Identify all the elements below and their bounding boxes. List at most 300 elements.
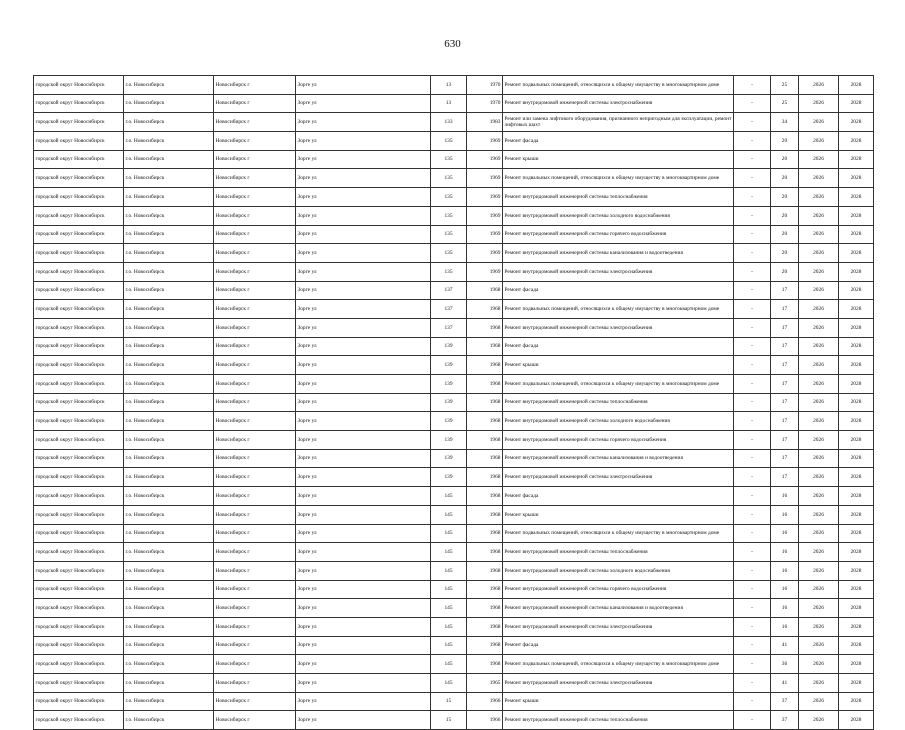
cell-count: 37 bbox=[771, 711, 799, 730]
cell-work-type: Ремонт фасада bbox=[503, 132, 734, 151]
cell-period-start: 2026 bbox=[799, 375, 839, 394]
cell-municipality: городской округ Новосибирск bbox=[34, 468, 124, 487]
table-row bbox=[34, 524, 874, 543]
cell-period-end: 2028 bbox=[839, 543, 874, 562]
cell-period-start: 2026 bbox=[799, 113, 839, 132]
cell-period-start: 2026 bbox=[799, 543, 839, 562]
table-row bbox=[34, 711, 874, 730]
cell-count: 20 bbox=[771, 132, 799, 151]
cell-house-number: 139 bbox=[431, 449, 467, 468]
cell-empty-marker: - bbox=[734, 412, 771, 431]
cell-locality: Новосибирск г bbox=[214, 636, 296, 655]
cell-count: 25 bbox=[771, 76, 799, 95]
cell-settlement-type: г.о. Новосибирск bbox=[124, 580, 214, 599]
cell-count: 16 bbox=[771, 543, 799, 562]
cell-street: Зорге ул bbox=[296, 300, 431, 319]
cell-locality: Новосибирск г bbox=[214, 262, 296, 281]
cell-period-end: 2028 bbox=[839, 318, 874, 337]
cell-settlement-type: г.о. Новосибирск bbox=[124, 431, 214, 450]
cell-year-built: 1968 bbox=[467, 543, 503, 562]
table-row bbox=[34, 337, 874, 356]
cell-count: 16 bbox=[771, 580, 799, 599]
cell-work-type: Ремонт внутридомовой инженерной системы электроснабжения bbox=[503, 674, 734, 693]
cell-period-start: 2026 bbox=[799, 617, 839, 636]
cell-municipality: городской округ Новосибирск bbox=[34, 188, 124, 207]
cell-year-built: 1966 bbox=[467, 711, 503, 730]
table-body bbox=[34, 76, 874, 730]
cell-work-type: Ремонт внутридомовой инженерной системы теплоснабжения bbox=[503, 543, 734, 562]
cell-period-start: 2026 bbox=[799, 505, 839, 524]
cell-year-built: 1969 bbox=[467, 132, 503, 151]
cell-period-start: 2026 bbox=[799, 599, 839, 618]
cell-period-start: 2026 bbox=[799, 524, 839, 543]
cell-empty-marker: - bbox=[734, 505, 771, 524]
cell-work-type: Ремонт фасада bbox=[503, 337, 734, 356]
cell-period-start: 2026 bbox=[799, 393, 839, 412]
cell-period-start: 2026 bbox=[799, 132, 839, 151]
cell-work-type: Ремонт фасада bbox=[503, 281, 734, 300]
cell-locality: Новосибирск г bbox=[214, 206, 296, 225]
cell-house-number: 135 bbox=[431, 244, 467, 263]
cell-settlement-type: г.о. Новосибирск bbox=[124, 244, 214, 263]
cell-empty-marker: - bbox=[734, 617, 771, 636]
cell-period-end: 2028 bbox=[839, 281, 874, 300]
cell-settlement-type: г.о. Новосибирск bbox=[124, 206, 214, 225]
cell-count: 37 bbox=[771, 692, 799, 711]
cell-municipality: городской округ Новосибирск bbox=[34, 692, 124, 711]
cell-house-number: 135 bbox=[431, 132, 467, 151]
cell-street: Зорге ул bbox=[296, 281, 431, 300]
cell-street: Зорге ул bbox=[296, 636, 431, 655]
cell-count: 34 bbox=[771, 113, 799, 132]
cell-period-end: 2028 bbox=[839, 225, 874, 244]
cell-street: Зорге ул bbox=[296, 113, 431, 132]
cell-count: 17 bbox=[771, 449, 799, 468]
cell-locality: Новосибирск г bbox=[214, 580, 296, 599]
cell-work-type: Ремонт подвальных помещений, относящихся к общему имуществу в многоквартирном доме bbox=[503, 655, 734, 674]
cell-house-number: 139 bbox=[431, 337, 467, 356]
cell-house-number: 145 bbox=[431, 524, 467, 543]
cell-locality: Новосибирск г bbox=[214, 300, 296, 319]
cell-street: Зорге ул bbox=[296, 150, 431, 169]
cell-house-number: 145 bbox=[431, 561, 467, 580]
cell-settlement-type: г.о. Новосибирск bbox=[124, 150, 214, 169]
table-row bbox=[34, 468, 874, 487]
cell-municipality: городской округ Новосибирск bbox=[34, 711, 124, 730]
cell-house-number: 15 bbox=[431, 711, 467, 730]
cell-period-end: 2028 bbox=[839, 617, 874, 636]
cell-locality: Новосибирск г bbox=[214, 505, 296, 524]
table-row bbox=[34, 543, 874, 562]
cell-house-number: 137 bbox=[431, 300, 467, 319]
cell-locality: Новосибирск г bbox=[214, 188, 296, 207]
cell-period-end: 2028 bbox=[839, 655, 874, 674]
cell-year-built: 1968 bbox=[467, 431, 503, 450]
table-row bbox=[34, 132, 874, 151]
cell-municipality: городской округ Новосибирск bbox=[34, 412, 124, 431]
cell-house-number: 145 bbox=[431, 599, 467, 618]
cell-empty-marker: - bbox=[734, 281, 771, 300]
cell-period-end: 2028 bbox=[839, 468, 874, 487]
cell-period-end: 2028 bbox=[839, 412, 874, 431]
table-row bbox=[34, 356, 874, 375]
cell-year-built: 1969 bbox=[467, 225, 503, 244]
cell-municipality: городской округ Новосибирск bbox=[34, 524, 124, 543]
cell-period-end: 2028 bbox=[839, 94, 874, 113]
cell-locality: Новосибирск г bbox=[214, 674, 296, 693]
cell-street: Зорге ул bbox=[296, 94, 431, 113]
cell-house-number: 139 bbox=[431, 412, 467, 431]
cell-work-type: Ремонт внутридомовой инженерной системы горячего водоснабжения bbox=[503, 431, 734, 450]
cell-street: Зорге ул bbox=[296, 561, 431, 580]
cell-locality: Новосибирск г bbox=[214, 356, 296, 375]
table-row bbox=[34, 505, 874, 524]
cell-locality: Новосибирск г bbox=[214, 599, 296, 618]
table-row bbox=[34, 206, 874, 225]
cell-settlement-type: г.о. Новосибирск bbox=[124, 132, 214, 151]
cell-locality: Новосибирск г bbox=[214, 711, 296, 730]
table-row bbox=[34, 244, 874, 263]
cell-settlement-type: г.о. Новосибирск bbox=[124, 524, 214, 543]
cell-period-start: 2026 bbox=[799, 636, 839, 655]
cell-count: 16 bbox=[771, 524, 799, 543]
cell-count: 20 bbox=[771, 188, 799, 207]
cell-street: Зорге ул bbox=[296, 76, 431, 95]
cell-empty-marker: - bbox=[734, 580, 771, 599]
cell-municipality: городской округ Новосибирск bbox=[34, 674, 124, 693]
table-row bbox=[34, 599, 874, 618]
cell-period-start: 2026 bbox=[799, 561, 839, 580]
cell-work-type: Ремонт внутридомовой инженерной системы теплоснабжения bbox=[503, 393, 734, 412]
table-row bbox=[34, 487, 874, 506]
cell-work-type: Ремонт внутридомовой инженерной системы горячего водоснабжения bbox=[503, 225, 734, 244]
cell-year-built: 1969 bbox=[467, 150, 503, 169]
cell-settlement-type: г.о. Новосибирск bbox=[124, 375, 214, 394]
cell-period-end: 2028 bbox=[839, 76, 874, 95]
cell-municipality: городской округ Новосибирск bbox=[34, 169, 124, 188]
cell-locality: Новосибирск г bbox=[214, 244, 296, 263]
cell-house-number: 145 bbox=[431, 505, 467, 524]
cell-count: 36 bbox=[771, 655, 799, 674]
table-row bbox=[34, 561, 874, 580]
cell-count: 17 bbox=[771, 337, 799, 356]
cell-settlement-type: г.о. Новосибирск bbox=[124, 113, 214, 132]
cell-settlement-type: г.о. Новосибирск bbox=[124, 468, 214, 487]
cell-house-number: 13 bbox=[431, 94, 467, 113]
cell-year-built: 1968 bbox=[467, 337, 503, 356]
cell-municipality: городской округ Новосибирск bbox=[34, 375, 124, 394]
cell-house-number: 139 bbox=[431, 431, 467, 450]
cell-period-start: 2026 bbox=[799, 281, 839, 300]
table-row bbox=[34, 449, 874, 468]
table-row bbox=[34, 393, 874, 412]
cell-period-start: 2026 bbox=[799, 150, 839, 169]
cell-period-end: 2028 bbox=[839, 188, 874, 207]
table-row bbox=[34, 674, 874, 693]
cell-period-end: 2028 bbox=[839, 337, 874, 356]
cell-municipality: городской округ Новосибирск bbox=[34, 76, 124, 95]
cell-house-number: 13 bbox=[431, 76, 467, 95]
cell-municipality: городской округ Новосибирск bbox=[34, 262, 124, 281]
cell-year-built: 1968 bbox=[467, 300, 503, 319]
cell-period-start: 2026 bbox=[799, 244, 839, 263]
cell-settlement-type: г.о. Новосибирск bbox=[124, 337, 214, 356]
cell-municipality: городской округ Новосибирск bbox=[34, 543, 124, 562]
cell-house-number: 145 bbox=[431, 617, 467, 636]
cell-empty-marker: - bbox=[734, 188, 771, 207]
cell-year-built: 1968 bbox=[467, 375, 503, 394]
cell-empty-marker: - bbox=[734, 636, 771, 655]
cell-year-built: 1968 bbox=[467, 487, 503, 506]
cell-year-built: 1969 bbox=[467, 188, 503, 207]
cell-locality: Новосибирск г bbox=[214, 375, 296, 394]
cell-period-end: 2028 bbox=[839, 244, 874, 263]
cell-locality: Новосибирск г bbox=[214, 431, 296, 450]
cell-period-start: 2026 bbox=[799, 431, 839, 450]
cell-street: Зорге ул bbox=[296, 169, 431, 188]
cell-count: 16 bbox=[771, 561, 799, 580]
cell-street: Зорге ул bbox=[296, 431, 431, 450]
cell-count: 17 bbox=[771, 300, 799, 319]
cell-work-type: Ремонт внутридомовой инженерной системы холодного водоснабжения bbox=[503, 561, 734, 580]
cell-period-end: 2028 bbox=[839, 449, 874, 468]
cell-settlement-type: г.о. Новосибирск bbox=[124, 599, 214, 618]
cell-count: 17 bbox=[771, 431, 799, 450]
cell-period-start: 2026 bbox=[799, 225, 839, 244]
cell-locality: Новосибирск г bbox=[214, 393, 296, 412]
table-row bbox=[34, 188, 874, 207]
cell-street: Зорге ул bbox=[296, 206, 431, 225]
table-row bbox=[34, 150, 874, 169]
cell-work-type: Ремонт внутридомовой инженерной системы электроснабжения bbox=[503, 468, 734, 487]
cell-empty-marker: - bbox=[734, 356, 771, 375]
cell-period-start: 2026 bbox=[799, 356, 839, 375]
table-row bbox=[34, 617, 874, 636]
cell-count: 25 bbox=[771, 94, 799, 113]
cell-street: Зорге ул bbox=[296, 318, 431, 337]
cell-municipality: городской округ Новосибирск bbox=[34, 356, 124, 375]
table-row bbox=[34, 655, 874, 674]
cell-street: Зорге ул bbox=[296, 617, 431, 636]
cell-period-start: 2026 bbox=[799, 449, 839, 468]
cell-year-built: 1968 bbox=[467, 617, 503, 636]
cell-settlement-type: г.о. Новосибирск bbox=[124, 356, 214, 375]
cell-settlement-type: г.о. Новосибирск bbox=[124, 487, 214, 506]
cell-work-type: Ремонт крыши bbox=[503, 692, 734, 711]
cell-period-end: 2028 bbox=[839, 599, 874, 618]
cell-empty-marker: - bbox=[734, 169, 771, 188]
cell-work-type: Ремонт или замена лифтового оборудования, признанного непригодным для эксплуатации, ремонт лифтовых шахт bbox=[503, 113, 734, 132]
cell-work-type: Ремонт внутридомовой инженерной системы горячего водоснабжения bbox=[503, 580, 734, 599]
cell-work-type: Ремонт подвальных помещений, относящихся к общему имуществу в многоквартирном доме bbox=[503, 300, 734, 319]
cell-municipality: городской округ Новосибирск bbox=[34, 206, 124, 225]
cell-municipality: городской округ Новосибирск bbox=[34, 393, 124, 412]
cell-empty-marker: - bbox=[734, 674, 771, 693]
cell-municipality: городской округ Новосибирск bbox=[34, 337, 124, 356]
cell-period-end: 2028 bbox=[839, 206, 874, 225]
cell-year-built: 1970 bbox=[467, 76, 503, 95]
cell-period-end: 2028 bbox=[839, 393, 874, 412]
cell-street: Зорге ул bbox=[296, 674, 431, 693]
cell-house-number: 145 bbox=[431, 543, 467, 562]
cell-locality: Новосибирск г bbox=[214, 281, 296, 300]
repair-program-table bbox=[33, 75, 874, 730]
cell-year-built: 1968 bbox=[467, 599, 503, 618]
cell-settlement-type: г.о. Новосибирск bbox=[124, 169, 214, 188]
cell-municipality: городской округ Новосибирск bbox=[34, 449, 124, 468]
cell-empty-marker: - bbox=[734, 599, 771, 618]
cell-period-start: 2026 bbox=[799, 412, 839, 431]
cell-year-built: 1966 bbox=[467, 692, 503, 711]
cell-house-number: 135 bbox=[431, 225, 467, 244]
cell-settlement-type: г.о. Новосибирск bbox=[124, 543, 214, 562]
cell-house-number: 137 bbox=[431, 281, 467, 300]
cell-house-number: 135 bbox=[431, 262, 467, 281]
cell-locality: Новосибирск г bbox=[214, 655, 296, 674]
cell-period-start: 2026 bbox=[799, 337, 839, 356]
page-number: 630 bbox=[444, 38, 461, 50]
cell-locality: Новосибирск г bbox=[214, 692, 296, 711]
cell-year-built: 1965 bbox=[467, 674, 503, 693]
cell-period-end: 2028 bbox=[839, 375, 874, 394]
cell-locality: Новосибирск г bbox=[214, 94, 296, 113]
cell-period-start: 2026 bbox=[799, 188, 839, 207]
cell-house-number: 135 bbox=[431, 169, 467, 188]
cell-house-number: 145 bbox=[431, 636, 467, 655]
cell-count: 16 bbox=[771, 617, 799, 636]
table-row bbox=[34, 113, 874, 132]
cell-year-built: 1969 bbox=[467, 169, 503, 188]
cell-count: 16 bbox=[771, 599, 799, 618]
cell-street: Зорге ул bbox=[296, 580, 431, 599]
cell-settlement-type: г.о. Новосибирск bbox=[124, 711, 214, 730]
cell-count: 17 bbox=[771, 356, 799, 375]
cell-municipality: городской округ Новосибирск bbox=[34, 655, 124, 674]
cell-settlement-type: г.о. Новосибирск bbox=[124, 617, 214, 636]
cell-work-type: Ремонт внутридомовой инженерной системы теплоснабжения bbox=[503, 711, 734, 730]
table-row bbox=[34, 300, 874, 319]
cell-year-built: 1968 bbox=[467, 318, 503, 337]
cell-period-start: 2026 bbox=[799, 468, 839, 487]
cell-locality: Новосибирск г bbox=[214, 76, 296, 95]
cell-locality: Новосибирск г bbox=[214, 113, 296, 132]
cell-house-number: 135 bbox=[431, 150, 467, 169]
cell-period-start: 2026 bbox=[799, 206, 839, 225]
cell-empty-marker: - bbox=[734, 375, 771, 394]
cell-locality: Новосибирск г bbox=[214, 225, 296, 244]
cell-locality: Новосибирск г bbox=[214, 561, 296, 580]
cell-municipality: городской округ Новосибирск bbox=[34, 580, 124, 599]
table-row bbox=[34, 636, 874, 655]
cell-municipality: городской округ Новосибирск bbox=[34, 132, 124, 151]
cell-work-type: Ремонт подвальных помещений, относящихся к общему имуществу в многоквартирном доме bbox=[503, 76, 734, 95]
cell-street: Зорге ул bbox=[296, 225, 431, 244]
cell-period-end: 2028 bbox=[839, 262, 874, 281]
cell-work-type: Ремонт внутридомовой инженерной системы канализования и водоотведения bbox=[503, 244, 734, 263]
cell-year-built: 1969 bbox=[467, 206, 503, 225]
cell-street: Зорге ул bbox=[296, 356, 431, 375]
cell-period-end: 2028 bbox=[839, 505, 874, 524]
cell-work-type: Ремонт крыши bbox=[503, 150, 734, 169]
cell-settlement-type: г.о. Новосибирск bbox=[124, 674, 214, 693]
cell-year-built: 1968 bbox=[467, 281, 503, 300]
cell-period-end: 2028 bbox=[839, 711, 874, 730]
cell-house-number: 139 bbox=[431, 468, 467, 487]
table-row bbox=[34, 76, 874, 95]
cell-work-type: Ремонт внутридомовой инженерной системы электроснабжения bbox=[503, 262, 734, 281]
cell-empty-marker: - bbox=[734, 711, 771, 730]
cell-empty-marker: - bbox=[734, 655, 771, 674]
cell-locality: Новосибирск г bbox=[214, 468, 296, 487]
cell-count: 17 bbox=[771, 412, 799, 431]
cell-settlement-type: г.о. Новосибирск bbox=[124, 505, 214, 524]
cell-municipality: городской округ Новосибирск bbox=[34, 318, 124, 337]
table-row bbox=[34, 412, 874, 431]
cell-settlement-type: г.о. Новосибирск bbox=[124, 412, 214, 431]
cell-municipality: городской округ Новосибирск bbox=[34, 113, 124, 132]
cell-count: 16 bbox=[771, 487, 799, 506]
cell-count: 20 bbox=[771, 150, 799, 169]
table-row bbox=[34, 318, 874, 337]
cell-street: Зорге ул bbox=[296, 505, 431, 524]
cell-count: 20 bbox=[771, 225, 799, 244]
table-row bbox=[34, 431, 874, 450]
cell-period-end: 2028 bbox=[839, 674, 874, 693]
cell-settlement-type: г.о. Новосибирск bbox=[124, 561, 214, 580]
cell-empty-marker: - bbox=[734, 487, 771, 506]
cell-empty-marker: - bbox=[734, 206, 771, 225]
cell-count: 17 bbox=[771, 468, 799, 487]
cell-empty-marker: - bbox=[734, 150, 771, 169]
cell-count: 20 bbox=[771, 262, 799, 281]
cell-count: 20 bbox=[771, 169, 799, 188]
cell-street: Зорге ул bbox=[296, 599, 431, 618]
cell-work-type: Ремонт фасада bbox=[503, 636, 734, 655]
cell-settlement-type: г.о. Новосибирск bbox=[124, 225, 214, 244]
cell-empty-marker: - bbox=[734, 76, 771, 95]
cell-year-built: 1968 bbox=[467, 412, 503, 431]
cell-municipality: городской округ Новосибирск bbox=[34, 300, 124, 319]
cell-period-start: 2026 bbox=[799, 300, 839, 319]
cell-empty-marker: - bbox=[734, 431, 771, 450]
cell-work-type: Ремонт подвальных помещений, относящихся к общему имуществу в многоквартирном доме bbox=[503, 375, 734, 394]
cell-house-number: 139 bbox=[431, 393, 467, 412]
cell-work-type: Ремонт внутридомовой инженерной системы холодного водоснабжения bbox=[503, 412, 734, 431]
cell-street: Зорге ул bbox=[296, 132, 431, 151]
cell-year-built: 1968 bbox=[467, 356, 503, 375]
table-row bbox=[34, 375, 874, 394]
table-row bbox=[34, 169, 874, 188]
cell-period-start: 2026 bbox=[799, 318, 839, 337]
cell-empty-marker: - bbox=[734, 393, 771, 412]
cell-period-end: 2028 bbox=[839, 524, 874, 543]
cell-period-end: 2028 bbox=[839, 580, 874, 599]
cell-street: Зорге ул bbox=[296, 524, 431, 543]
cell-period-end: 2028 bbox=[839, 692, 874, 711]
cell-municipality: городской округ Новосибирск bbox=[34, 561, 124, 580]
cell-street: Зорге ул bbox=[296, 487, 431, 506]
cell-period-start: 2026 bbox=[799, 711, 839, 730]
cell-year-built: 1968 bbox=[467, 655, 503, 674]
cell-year-built: 1968 bbox=[467, 636, 503, 655]
table-row bbox=[34, 692, 874, 711]
table-row bbox=[34, 262, 874, 281]
cell-count: 20 bbox=[771, 244, 799, 263]
table-row bbox=[34, 580, 874, 599]
cell-street: Зорге ул bbox=[296, 375, 431, 394]
cell-period-end: 2028 bbox=[839, 150, 874, 169]
cell-settlement-type: г.о. Новосибирск bbox=[124, 281, 214, 300]
